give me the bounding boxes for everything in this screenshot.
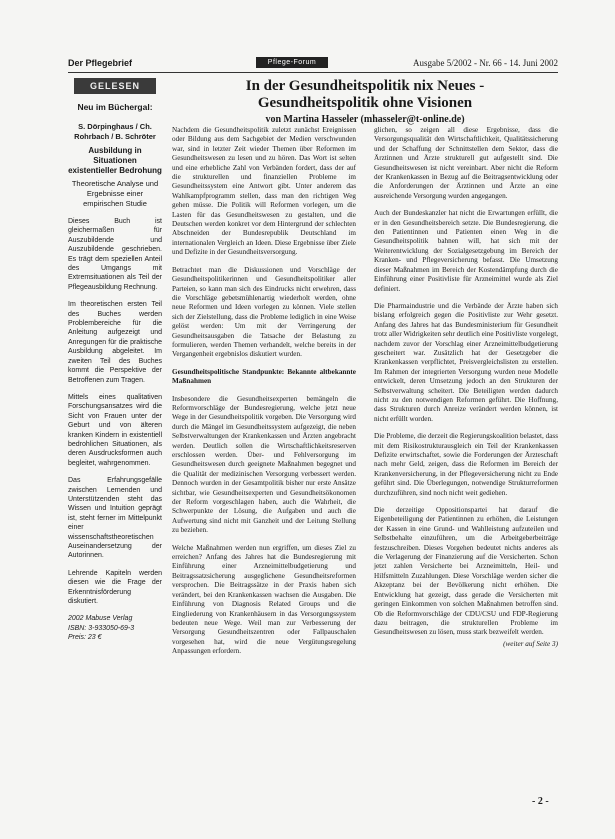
book-publisher: 2002 Mabuse Verlag — [68, 615, 133, 623]
sidebar-paragraph: Das Erfahrungsgefälle zwischen Lernenden und Unterstützenden steht das Wissen und Intuition geprägt ist, steht ferner im Mittelpunkt einer wissenschaftstheoretischen Auseinandersetzung der Autorinnen. — [68, 477, 162, 560]
headline-line-1: In der Gesundheitspolitik nix Neues - — [245, 78, 485, 94]
article-paragraph: Die derzeitige Oppositionspartei hat darauf die Eigenbeteiligung der Patientinnen zu erhöhen, die Leistungen der Kassen in eine Grund- und Wahlleistung aufzuteilen und Selbstbehalte einzuführen, um die Arbeitgeberbeiträge festzuschreiben. Dieses Vorgehen bedeutet nichts anderes als die Verlagerung der Finanzierung auf die Versicherten. Schon jetzt zahlen Versicherte bei Arzneimitteln, Heil- und Hilfsmitteln Zuzahlungen. Diese Vorschläge werden sicher die Akzeptanz bei der Bevölkerung nicht erhöhen. Die Entwicklung hat gezeigt, dass gerade die Versicherten mit geringen Einkommen von solchen Maßnahmen betroffen sind. Ob die Reformvorschläge der CDU/CSU und FDP-Regierung dazu beitragen, die strukturellen Probleme im Gesundheitswesen zu lösen, muss stark bezweifelt werden. — [374, 506, 558, 637]
sidebar-heading: Neu im Büchergal: — [77, 102, 153, 112]
article-paragraph: Auch der Bundeskanzler hat nicht die Erwartungen erfüllt, die er in den Gesundheitsbereich setzte. Die Bundesregierung, die den Patientinnen und Patienten einen Weg in die Gesundheitspolitik bahnen will, hat sich mit der Weiterentwicklung der Sozialgesetzgebung im Bereich der Kranken- und Pflegeversicherung befasst. Die Umsetzung dieser Maßnahmen im Bereich der Kostendämpfung durch die Einführung einer Positivliste für Arzneimittel wurde als Ziel definiert. — [374, 209, 558, 293]
continued-note: (weiter auf Seite 3) — [503, 639, 558, 648]
sidebar-paragraph: Dieses Buch ist gleichermaßen für Auszubildende und Auszubildende geschrieben. Es trägt dem speziellen Anteil des Umgangs mit Extremsituationen als Teil der Pflegeausbildung Rechnung. — [68, 218, 162, 291]
header-rule — [68, 72, 558, 73]
article-byline: von Martina Hasseler (mhasseler@t-online.de) — [265, 114, 465, 125]
book-title: Ausbildung in Situationen existentieller Bedrohung — [68, 146, 162, 175]
headline-line-2: Gesundheitspolitik ohne Visionen — [257, 95, 473, 111]
page-header — [68, 55, 558, 73]
issue-info: Ausgabe 5/2002 - Nr. 66 - 14. Juni 2002 — [413, 58, 558, 68]
article-paragraph: Welche Maßnahmen werden nun ergriffen, um dieses Ziel zu erreichen? Anfang des Jahres hat die Bundesregierung mit Einführung einer Arzneimittelbudgetierung und Beitragssatzsicherung ausgeglichene Gesundheitsreformen versprochen. Die Beitragssätze in der Praxis haben sich verändert, bei den Krankenkassen wachsen die Ausgaben. Die Einführung von Diagnosis Related Groups und die Eingliederung von Krankenhäusern in das Versorgungssystem bedeuten neue Wege. Weil man zur Verbesserung der Versorgung Gesundheitszentren oder Fallpauschalen vorgesehen hat, wird die neue Vergütungsregelung Anpassungen erfordern. — [172, 543, 356, 656]
page-number: - 2 - — [532, 796, 549, 807]
sidebar-paragraph: Im theoretischen ersten Teil des Buches werden Problembereiche für die Anleitung aufgezeigt und Anregungen für die praktische Ausbildung abgeleitet. Im zweiten Teil des Buches kommt die Perspektive der Betroffenen zum Tragen. — [68, 301, 162, 384]
book-subtitle: Theoretische Analyse und Ergebnisse einer empirischen Studie — [71, 179, 159, 208]
article-paragraph: Betrachtet man die Diskussionen und Vorschläge der Gesundheitspolitikerinnen und Gesundheitspolitiker aller Parteien, so kann man sich des Eindrucks nicht erwehren, dass die Vorschläge gebetsmühlenartig wiederholt werden, ohne neue Reformen und Ideen vorlegen zu können. Viele stellen sich der Zielstellung, dass die Probleme lediglich in eine Weise gelöst werden: Um mit der Verringerung der Gesundheitsausgaben die Tatsache der Belastung zu formulieren, werden Themen verhandelt, welche bereits in der Vergangenheit ergebnislos diskutiert wurden. — [172, 265, 356, 359]
article-paragraph: glichen, so zeigen all diese Ergebnisse, dass die Versorgungsqualität den Wirtschaftlichkeit, Qualitätssicherung und der Schaffung der Schnittstellen dem Sektor, dass die Ärztinnen und Ärzte strukturell gut aufgestellt sind. Die Gesundheitswesen ist nicht vereinbart. Aber nicht die Reform der Krankenkassen in Bezug auf die Beitragsentwicklung oder die Anforderungen der Ärztinnen und Ärzte an eine ausreichende Versorgung wurden angegangen. — [374, 126, 558, 200]
book-price: Preis: 23 € — [68, 634, 102, 642]
section-logo: Pflege-Forum — [256, 57, 328, 68]
sidebar-paragraph: Lehrende Kapiteln werden diesen wie die Frage der Erkenntnisförderung diskutiert. — [68, 569, 162, 606]
article-subheading: Gesundheitspolitische Standpunkte: Bekannte altbekannte Maßnahmen — [172, 367, 356, 386]
article-column-1 — [172, 126, 356, 665]
sidebar-paragraph: Mittels eines qualitativen Forschungsansatzes wird die Sicht von Frauen unter der Geburt und von älteren kranken Kindern in existentiell bedrohlichen Situationen, als deren Ausdrucksformen auch begleitet, wahrgenommen. — [68, 393, 162, 467]
article-column-2 — [374, 126, 558, 649]
book-authors: S. Dörpinghaus / Ch. Rohrbach / B. Schröter — [74, 122, 156, 141]
article-paragraph: Die Probleme, die derzeit die Regierungskoalition belastet, dass mit dem Risikostrukturausgleich ein Teil der Krankenkassen Defizite erwirtschaftet, sowie die Forderungen der Ärzteschaft nach mehr Geld, zeigen, dass die Reformen im Bereich der Krankenversicherung, in der Pflegeversicherung nicht zu Ende geführt sind. Die Überlegungen, notwendige Strukturreformen durchzuführen, sind noch nicht weit gediehen. — [374, 432, 558, 497]
publication-name: Der Pflegebrief — [68, 58, 133, 68]
article-headline — [172, 78, 558, 125]
book-review-sidebar — [68, 76, 162, 806]
book-isbn: ISBN: 3-933050-69-3 — [68, 624, 135, 632]
section-tag: GELESEN — [74, 78, 156, 94]
article-paragraph: Nachdem die Gesundheitspolitik zuletzt zunächst Ereignissen oder Bildung aus dem Sachgebiet der Medien verschwunden war, sind in letzter Zeit wieder Themen über Reformen im Gesundheitswesen zu lesen und zu hören. Das Wort ist selten und eine erhebliche Zahl von Verbänden fordert, dass der auf die strukturellen und finanziellen Probleme im Gesundheitssystem eine Antwort gibt. Unter anderem das Wahlkampfprogramm stellen, dass man den richtigen Weg gehen müsse. Die Politik will Reformen vorlegen, um die Lasten für das Gesundheitswesen zu gestalten, und die Deutschen werden konkret vor dem Hintergrund der schlechten Abschneiden der Bundesrepublik Deutschland im internationalen Vergleich an Ideen. Diese Ergebnisse über Ziele und Defizite in der Gesundheitsversorgung. — [172, 126, 356, 257]
article-paragraph: Die Pharmaindustrie und die Verbände der Ärzte haben sich bislang erfolgreich gegen die Positivliste zur Wehr gesetzt. Anfang des Jahres hat das Bundesministerium für Gesundheit trotz aller Widrigkeiten sehr deutlich eine Positivliste vorgelegt, nachdem zuvor der Vorschlag einer Arzneimittelbudgetierung gescheitert war. Zusätzlich hat der Gesetzgeber die Krankenkassen verpflichtet, Preisvergleichslisten zu erstellen. Im Rahmen der integrierten Versorgung wurden neue Modelle entwickelt, deren Umsetzung jedoch an den Strukturen der Selbstverwaltung scheitert. Die Beteiligten werden dadurch nicht zu den notwendigen Reformen geführt. Die Hoffnung, dass Strukturen durch Anreize verändert werden können, ist nicht erfüllt worden. — [374, 301, 558, 423]
article-paragraph: Insbesondere die Gesundheitsexperten bemängeln die Reformvorschläge der Bundesregierung, welche jetzt neue Wege in der Gesundheitspolitik vorgeben. Die Versorgung wird durch die Mängel im Gesundheitssystem aufgezeigt, die neben Selbstverwaltungen der Krankenkassen und Ärzten angebracht werden. Deutlich sollen die Wirtschaftlichkeitsreserven erschlossen werden. Über- und Fehlversorgung im Gesundheitswesen durch geeignete Maßnahmen begegnet und die Qualität der medizinischen Versorgung verbessert werden. Dennoch wurden in der Gesamtpolitik bisher nur erste Ansätze sichtbar, wie Gesundheitsexperten und Gesundheitsökonomen der Reform vorgeschlagen haben, auch die Wahrheit, die Schwerpunkte der Lösung, die Aufgaben und auch die Aufwertung sind nicht mit Ganzheit und der Leitung Stellung zu beziehen. — [172, 394, 356, 535]
